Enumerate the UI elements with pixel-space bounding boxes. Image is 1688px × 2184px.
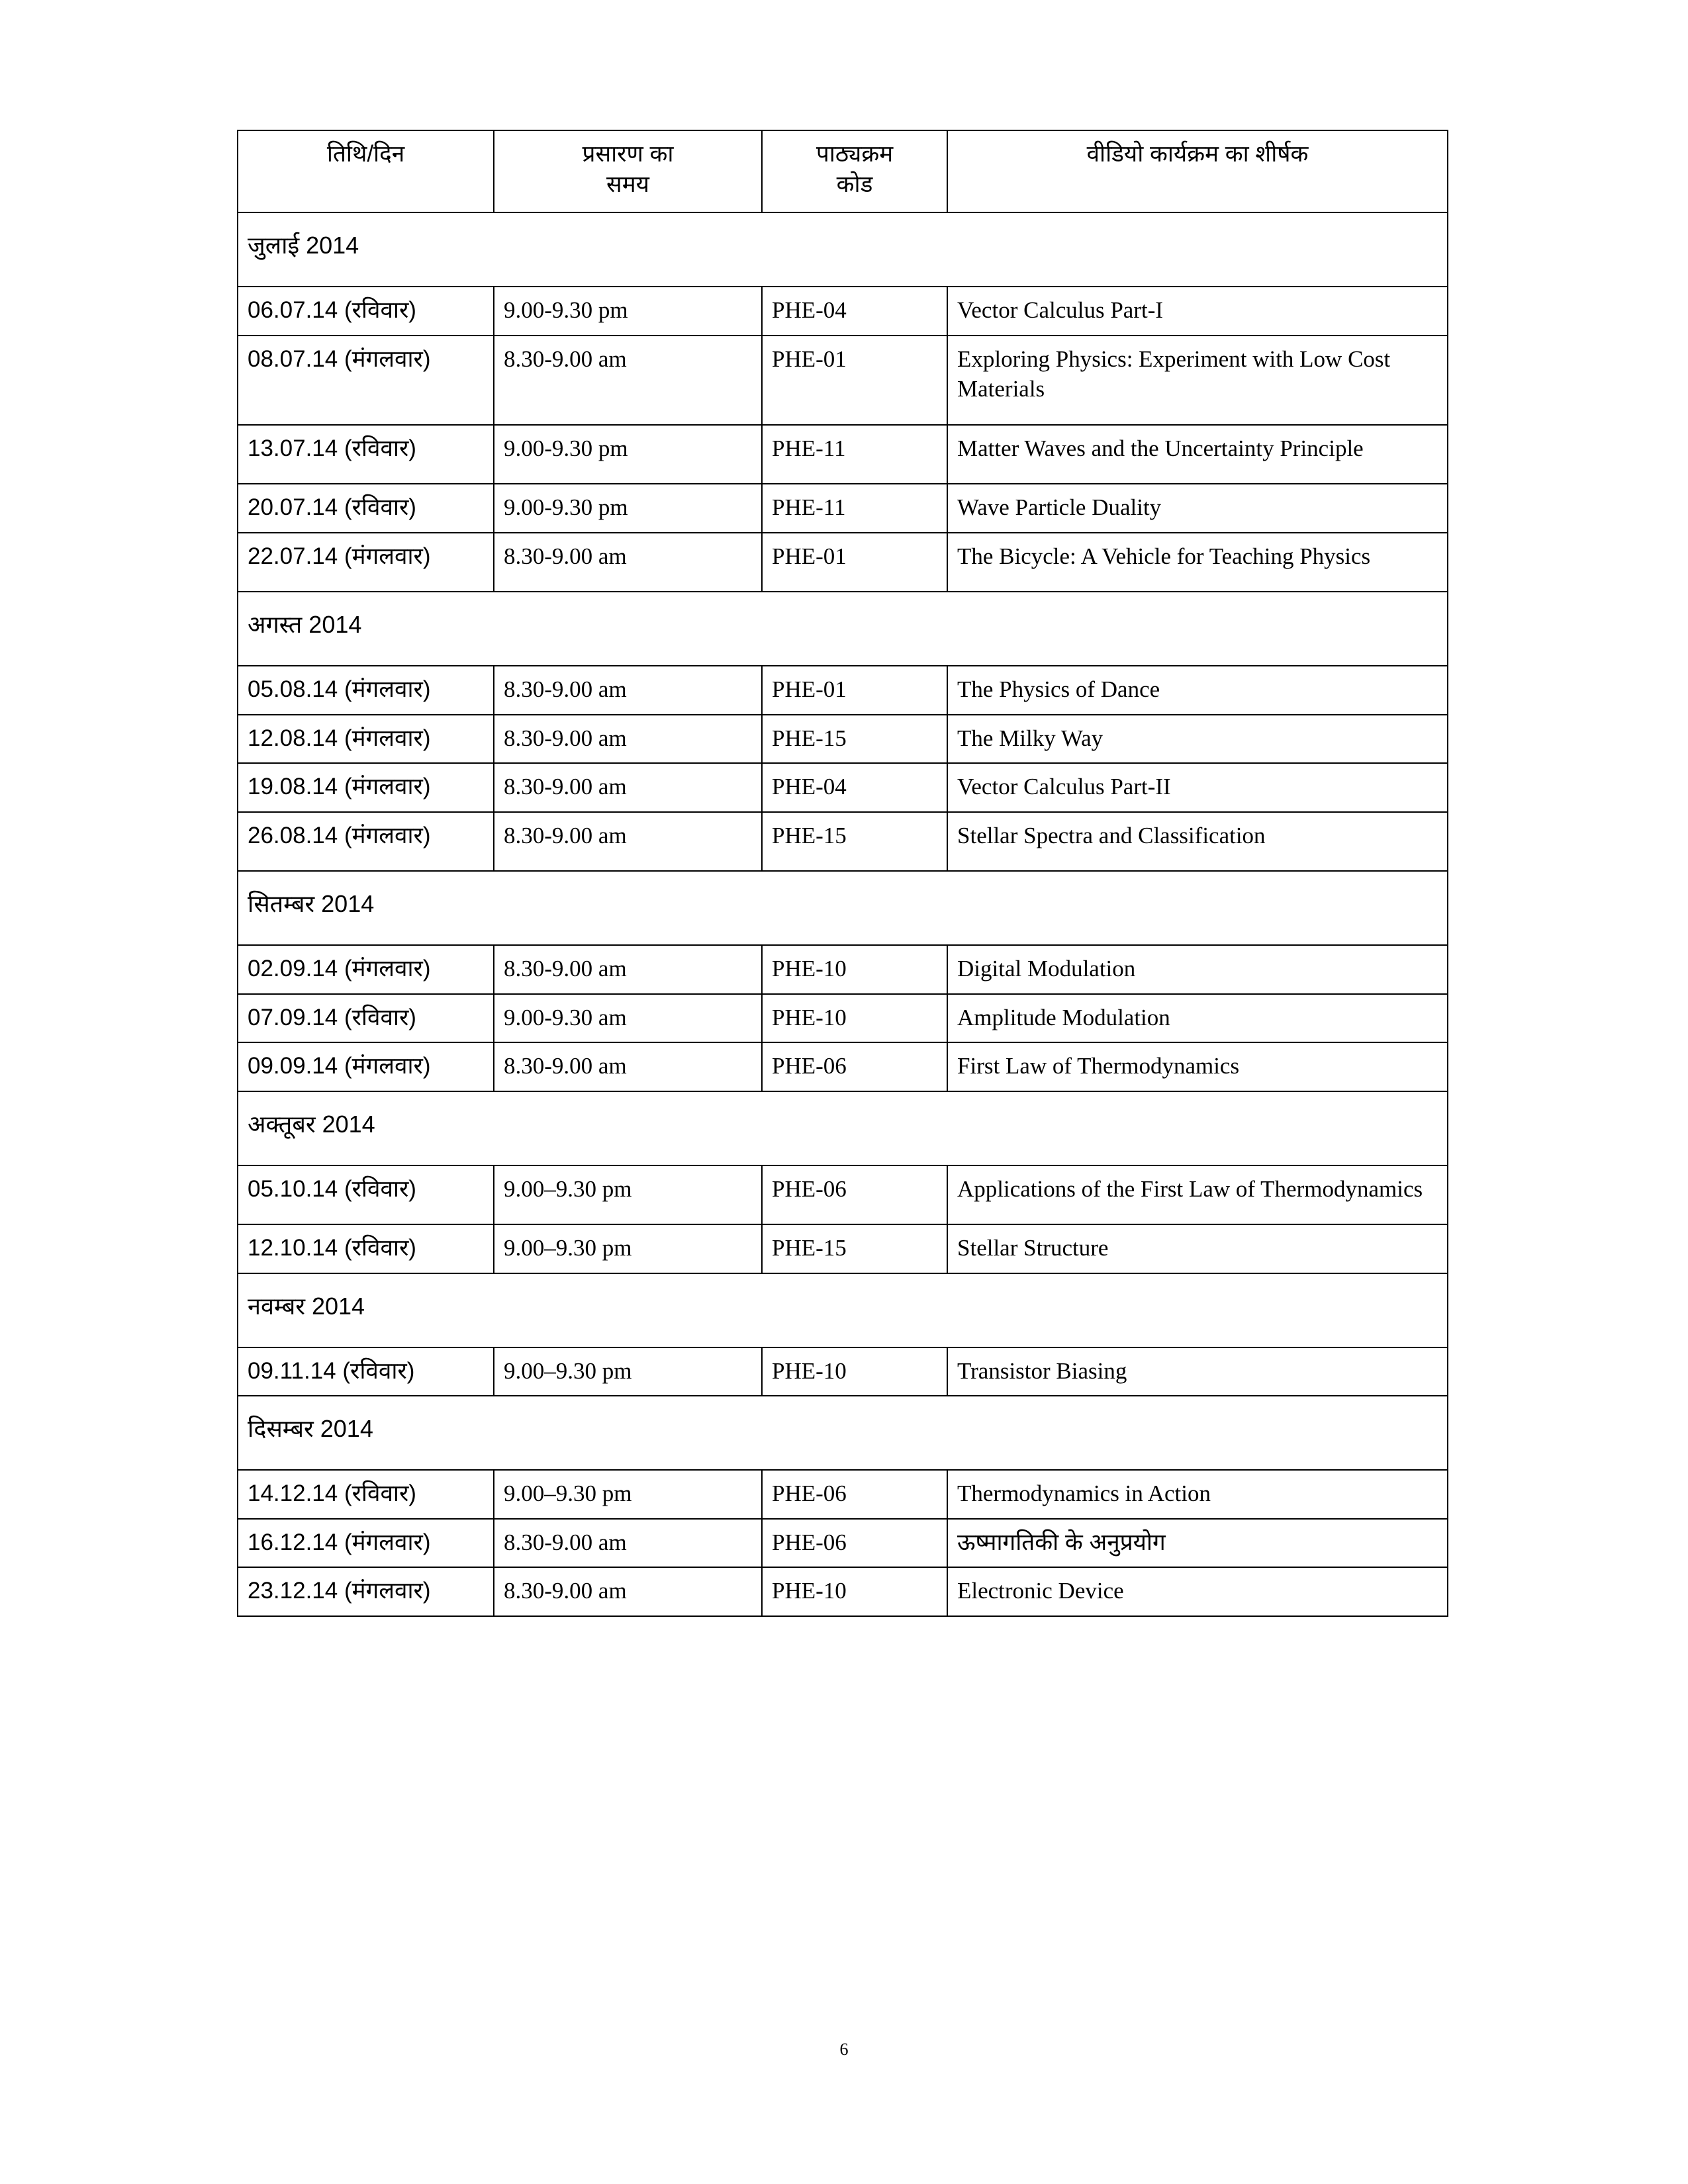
- cell-broadcast-time: 8.30-9.00 am: [494, 715, 762, 764]
- column-header-course-code: [762, 130, 947, 212]
- cell-date-day: 05.10.14 (रविवार): [238, 1165, 494, 1225]
- cell-broadcast-time: 8.30-9.00 am: [494, 1042, 762, 1091]
- month-section-label: दिसम्बर 2014: [238, 1396, 1448, 1470]
- table-row: [238, 533, 1448, 592]
- cell-course-code: PHE-15: [762, 812, 947, 872]
- table-row: [238, 1165, 1448, 1225]
- table-row: [238, 425, 1448, 484]
- month-section-label: नवम्बर 2014: [238, 1273, 1448, 1347]
- cell-date-day: 22.07.14 (मंगलवार): [238, 533, 494, 592]
- table-row: [238, 1347, 1448, 1396]
- cell-course-code: PHE-06: [762, 1470, 947, 1519]
- table-row: [238, 1042, 1448, 1091]
- column-header-date: [238, 130, 494, 212]
- cell-course-code: PHE-04: [762, 287, 947, 336]
- cell-programme-title: ऊष्मागतिकी के अनुप्रयोग: [947, 1519, 1448, 1568]
- cell-date-day: 23.12.14 (मंगलवार): [238, 1567, 494, 1616]
- cell-programme-title: The Bicycle: A Vehicle for Teaching Physics: [947, 533, 1448, 592]
- cell-programme-title: The Milky Way: [947, 715, 1448, 764]
- column-header-time: [494, 130, 762, 212]
- table-row: [238, 484, 1448, 533]
- cell-course-code: PHE-15: [762, 715, 947, 764]
- table-row: [238, 1470, 1448, 1519]
- table-row: [238, 812, 1448, 872]
- table-row: [238, 994, 1448, 1043]
- cell-broadcast-time: 9.00–9.30 pm: [494, 1165, 762, 1225]
- cell-course-code: PHE-06: [762, 1165, 947, 1225]
- cell-programme-title: Wave Particle Duality: [947, 484, 1448, 533]
- month-section-row: [238, 871, 1448, 945]
- month-section-row: [238, 1273, 1448, 1347]
- cell-date-day: 02.09.14 (मंगलवार): [238, 945, 494, 994]
- cell-date-day: 26.08.14 (मंगलवार): [238, 812, 494, 872]
- cell-programme-title: Applications of the First Law of Thermodynamics: [947, 1165, 1448, 1225]
- cell-course-code: PHE-10: [762, 1567, 947, 1616]
- cell-programme-title: Exploring Physics: Experiment with Low Cost Materials: [947, 336, 1448, 425]
- table-row: [238, 945, 1448, 994]
- month-section-label: सितम्बर 2014: [238, 871, 1448, 945]
- month-section-label: अगस्त 2014: [238, 592, 1448, 666]
- cell-date-day: 08.07.14 (मंगलवार): [238, 336, 494, 425]
- cell-course-code: PHE-01: [762, 666, 947, 715]
- cell-date-day: 06.07.14 (रविवार): [238, 287, 494, 336]
- cell-date-day: 09.11.14 (रविवार): [238, 1347, 494, 1396]
- cell-programme-title: Vector Calculus Part-II: [947, 763, 1448, 812]
- page-number: 6: [839, 2040, 849, 2059]
- table-row: [238, 287, 1448, 336]
- cell-broadcast-time: 9.00-9.30 am: [494, 994, 762, 1043]
- month-section-row: [238, 212, 1448, 287]
- table-header-row: [238, 130, 1448, 212]
- cell-broadcast-time: 8.30-9.00 am: [494, 336, 762, 425]
- column-header-programme-title: [947, 130, 1448, 212]
- cell-programme-title: Transistor Biasing: [947, 1347, 1448, 1396]
- cell-date-day: 12.10.14 (रविवार): [238, 1224, 494, 1273]
- cell-broadcast-time: 9.00-9.30 pm: [494, 287, 762, 336]
- cell-programme-title: Vector Calculus Part-I: [947, 287, 1448, 336]
- broadcast-schedule-table-container: [237, 130, 1447, 1617]
- table-row: [238, 1224, 1448, 1273]
- cell-date-day: 14.12.14 (रविवार): [238, 1470, 494, 1519]
- cell-course-code: PHE-06: [762, 1519, 947, 1568]
- table-header: [238, 130, 1448, 212]
- cell-broadcast-time: 8.30-9.00 am: [494, 763, 762, 812]
- cell-date-day: 07.09.14 (रविवार): [238, 994, 494, 1043]
- cell-course-code: PHE-04: [762, 763, 947, 812]
- cell-date-day: 19.08.14 (मंगलवार): [238, 763, 494, 812]
- cell-broadcast-time: 8.30-9.00 am: [494, 945, 762, 994]
- cell-broadcast-time: 9.00–9.30 pm: [494, 1347, 762, 1396]
- cell-programme-title: Electronic Device: [947, 1567, 1448, 1616]
- column-header-programme-title-line1: वीडियो कार्यक्रम का शीर्षक: [1086, 141, 1309, 167]
- column-header-date-line1: तिथि/दिन: [326, 141, 405, 167]
- month-section-row: [238, 1396, 1448, 1470]
- column-header-course-code-line1: पाठ्यक्रम: [816, 141, 894, 167]
- month-section-row: [238, 592, 1448, 666]
- cell-programme-title: First Law of Thermodynamics: [947, 1042, 1448, 1091]
- table-row: [238, 1519, 1448, 1568]
- cell-programme-title: Thermodynamics in Action: [947, 1470, 1448, 1519]
- cell-broadcast-time: 9.00-9.30 pm: [494, 425, 762, 484]
- month-section-row: [238, 1091, 1448, 1165]
- cell-programme-title: Stellar Structure: [947, 1224, 1448, 1273]
- cell-broadcast-time: 8.30-9.00 am: [494, 533, 762, 592]
- cell-course-code: PHE-01: [762, 336, 947, 425]
- cell-date-day: 05.08.14 (मंगलवार): [238, 666, 494, 715]
- cell-broadcast-time: 8.30-9.00 am: [494, 812, 762, 872]
- table-body: [238, 212, 1448, 1616]
- cell-course-code: PHE-06: [762, 1042, 947, 1091]
- cell-course-code: PHE-10: [762, 945, 947, 994]
- broadcast-schedule-table: [237, 130, 1448, 1617]
- cell-programme-title: Matter Waves and the Uncertainty Principle: [947, 425, 1448, 484]
- cell-course-code: PHE-10: [762, 994, 947, 1043]
- cell-broadcast-time: 9.00–9.30 pm: [494, 1470, 762, 1519]
- cell-broadcast-time: 9.00-9.30 pm: [494, 484, 762, 533]
- cell-broadcast-time: 8.30-9.00 am: [494, 1567, 762, 1616]
- cell-date-day: 09.09.14 (मंगलवार): [238, 1042, 494, 1091]
- month-section-label: जुलाई 2014: [238, 212, 1448, 287]
- cell-date-day: 12.08.14 (मंगलवार): [238, 715, 494, 764]
- cell-programme-title: Digital Modulation: [947, 945, 1448, 994]
- table-row: [238, 763, 1448, 812]
- table-row: [238, 1567, 1448, 1616]
- table-row: [238, 336, 1448, 425]
- cell-course-code: PHE-11: [762, 425, 947, 484]
- column-header-course-code-line2: कोड: [836, 171, 873, 197]
- cell-course-code: PHE-01: [762, 533, 947, 592]
- cell-programme-title: The Physics of Dance: [947, 666, 1448, 715]
- column-header-time-line2: समय: [606, 171, 649, 197]
- cell-date-day: 20.07.14 (रविवार): [238, 484, 494, 533]
- month-section-label: अक्तूबर 2014: [238, 1091, 1448, 1165]
- table-row: [238, 715, 1448, 764]
- cell-date-day: 13.07.14 (रविवार): [238, 425, 494, 484]
- cell-programme-title: Amplitude Modulation: [947, 994, 1448, 1043]
- cell-date-day: 16.12.14 (मंगलवार): [238, 1519, 494, 1568]
- cell-broadcast-time: 9.00–9.30 pm: [494, 1224, 762, 1273]
- table-row: [238, 666, 1448, 715]
- cell-broadcast-time: 8.30-9.00 am: [494, 666, 762, 715]
- cell-course-code: PHE-11: [762, 484, 947, 533]
- column-header-time-line1: प्रसारण का: [582, 141, 674, 167]
- cell-programme-title: Stellar Spectra and Classification: [947, 812, 1448, 872]
- cell-course-code: PHE-10: [762, 1347, 947, 1396]
- cell-course-code: PHE-15: [762, 1224, 947, 1273]
- cell-broadcast-time: 8.30-9.00 am: [494, 1519, 762, 1568]
